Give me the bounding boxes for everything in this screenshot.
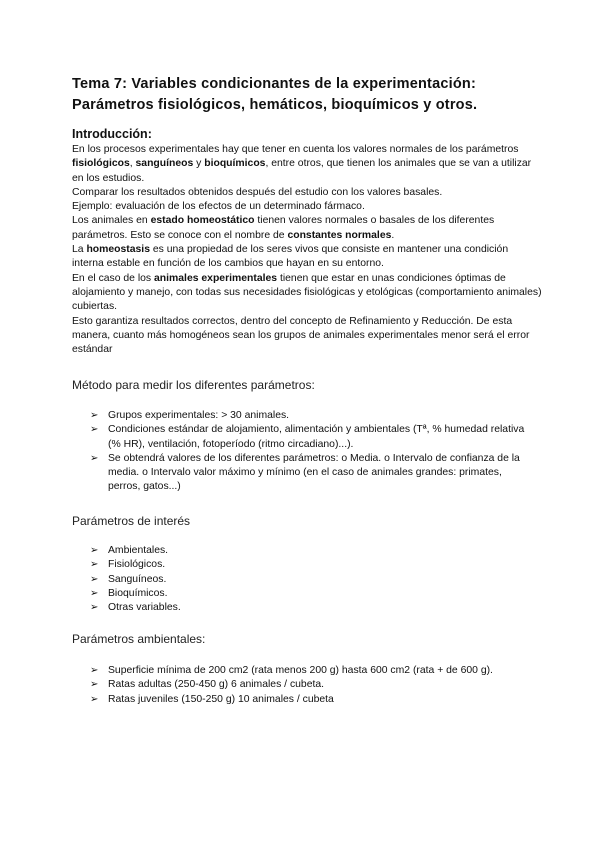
intro-heading: Introducción:: [72, 127, 152, 141]
list-item: ➢ Bioquímicos.: [90, 587, 530, 601]
arrow-bullet-icon: ➢: [90, 602, 99, 614]
arrow-bullet-icon: ➢: [90, 573, 99, 585]
intro-paragraph-4: Los animales en estado homeostático tienen valores normales o basales de los diferentes parámetros. Esto se conoce con el nombre de constantes normales.: [72, 215, 495, 241]
intro-paragraph-6: En el caso de los animales experimentales tienen que estar en unas condiciones óptimas de alojamiento y manejo, con todas sus necesidades fisiológicas y etológicas (comportamiento animales) cubiertas.: [72, 272, 542, 313]
list-item: ➢ Ambientales.: [90, 544, 530, 558]
list-item: ➢ Grupos experimentales: > 30 animales.: [90, 409, 530, 423]
interes-list: [90, 544, 530, 615]
arrow-bullet-icon: ➢: [90, 452, 99, 464]
title-line-1: Tema 7: Variables condicionantes de la experimentación:: [72, 76, 476, 92]
list-item: ➢ Sanguíneos.: [90, 573, 530, 587]
ambientales-heading: Parámetros ambientales:: [72, 632, 206, 646]
arrow-bullet-icon: ➢: [90, 665, 99, 676]
arrow-bullet-icon: ➢: [90, 559, 99, 571]
list-item: ➢ Ratas juveniles (150-250 g) 10 animales / cubeta: [90, 693, 560, 707]
interes-heading: Parámetros de interés: [72, 514, 191, 528]
list-item: ➢ Superficie mínima de 200 cm2 (rata menos 200 g) hasta 600 cm2 (rata + de 600 g).: [90, 664, 560, 678]
list-item: ➢ Ratas adultas (250-450 g) 6 animales / cubeta.: [90, 678, 560, 692]
intro-paragraph-2: Comparar los resultados obtenidos después del estudio con los valores basales.: [72, 186, 443, 198]
arrow-bullet-icon: ➢: [90, 424, 99, 436]
list-item: ➢ Otras variables.: [90, 601, 530, 615]
ambientales-list: [90, 664, 560, 707]
list-item: ➢ Condiciones estándar de alojamiento, alimentación y ambientales (Tª, % humedad relativa (% HR), ventilación, fotoperíodo (ritmo circadiano)...).: [90, 424, 525, 450]
arrow-bullet-icon: ➢: [90, 410, 99, 421]
intro-body: [72, 143, 542, 357]
intro-paragraph-7: Esto garantiza resultados correctos, dentro del concepto de Refinamiento y Reducción. De esta manera, cuanto más homogéneos sean los grupos de animales experimentales menor será el error estándar: [72, 315, 530, 356]
arrow-bullet-icon: ➢: [90, 693, 99, 705]
title-line-2: Parámetros fisiológicos, hemáticos, bioquímicos y otros.: [72, 97, 478, 113]
arrow-bullet-icon: ➢: [90, 587, 99, 599]
intro-paragraph-5: La homeostasis es una propiedad de los seres vivos que consiste en mantener una condición interna estable en función de los cambios que hayan en su entorno.: [72, 244, 509, 270]
intro-paragraph-1: En los procesos experimentales hay que tener en cuenta los valores normales de los parámetros fisiológicos, sanguíneos y bioquímicos, entre otros, que tienen los animales que se van a utilizar en los estudios.: [72, 144, 532, 184]
list-item: ➢ Se obtendrá valores de los diferentes parámetros: o Media. o Intervalo de confianza de la media. o Intervalo valor máximo y mínimo (en el caso de animales grandes: primates, perros, gatos...): [90, 452, 520, 493]
metodo-list: [90, 409, 530, 495]
arrow-bullet-icon: ➢: [90, 545, 99, 556]
metodo-heading: Método para medir los diferentes parámetros:: [72, 378, 315, 392]
intro-paragraph-3: Ejemplo: evaluación de los efectos de un determinado fármaco.: [72, 201, 365, 213]
page-title: [72, 74, 552, 116]
list-item: ➢ Fisiológicos.: [90, 558, 530, 572]
arrow-bullet-icon: ➢: [90, 679, 99, 691]
